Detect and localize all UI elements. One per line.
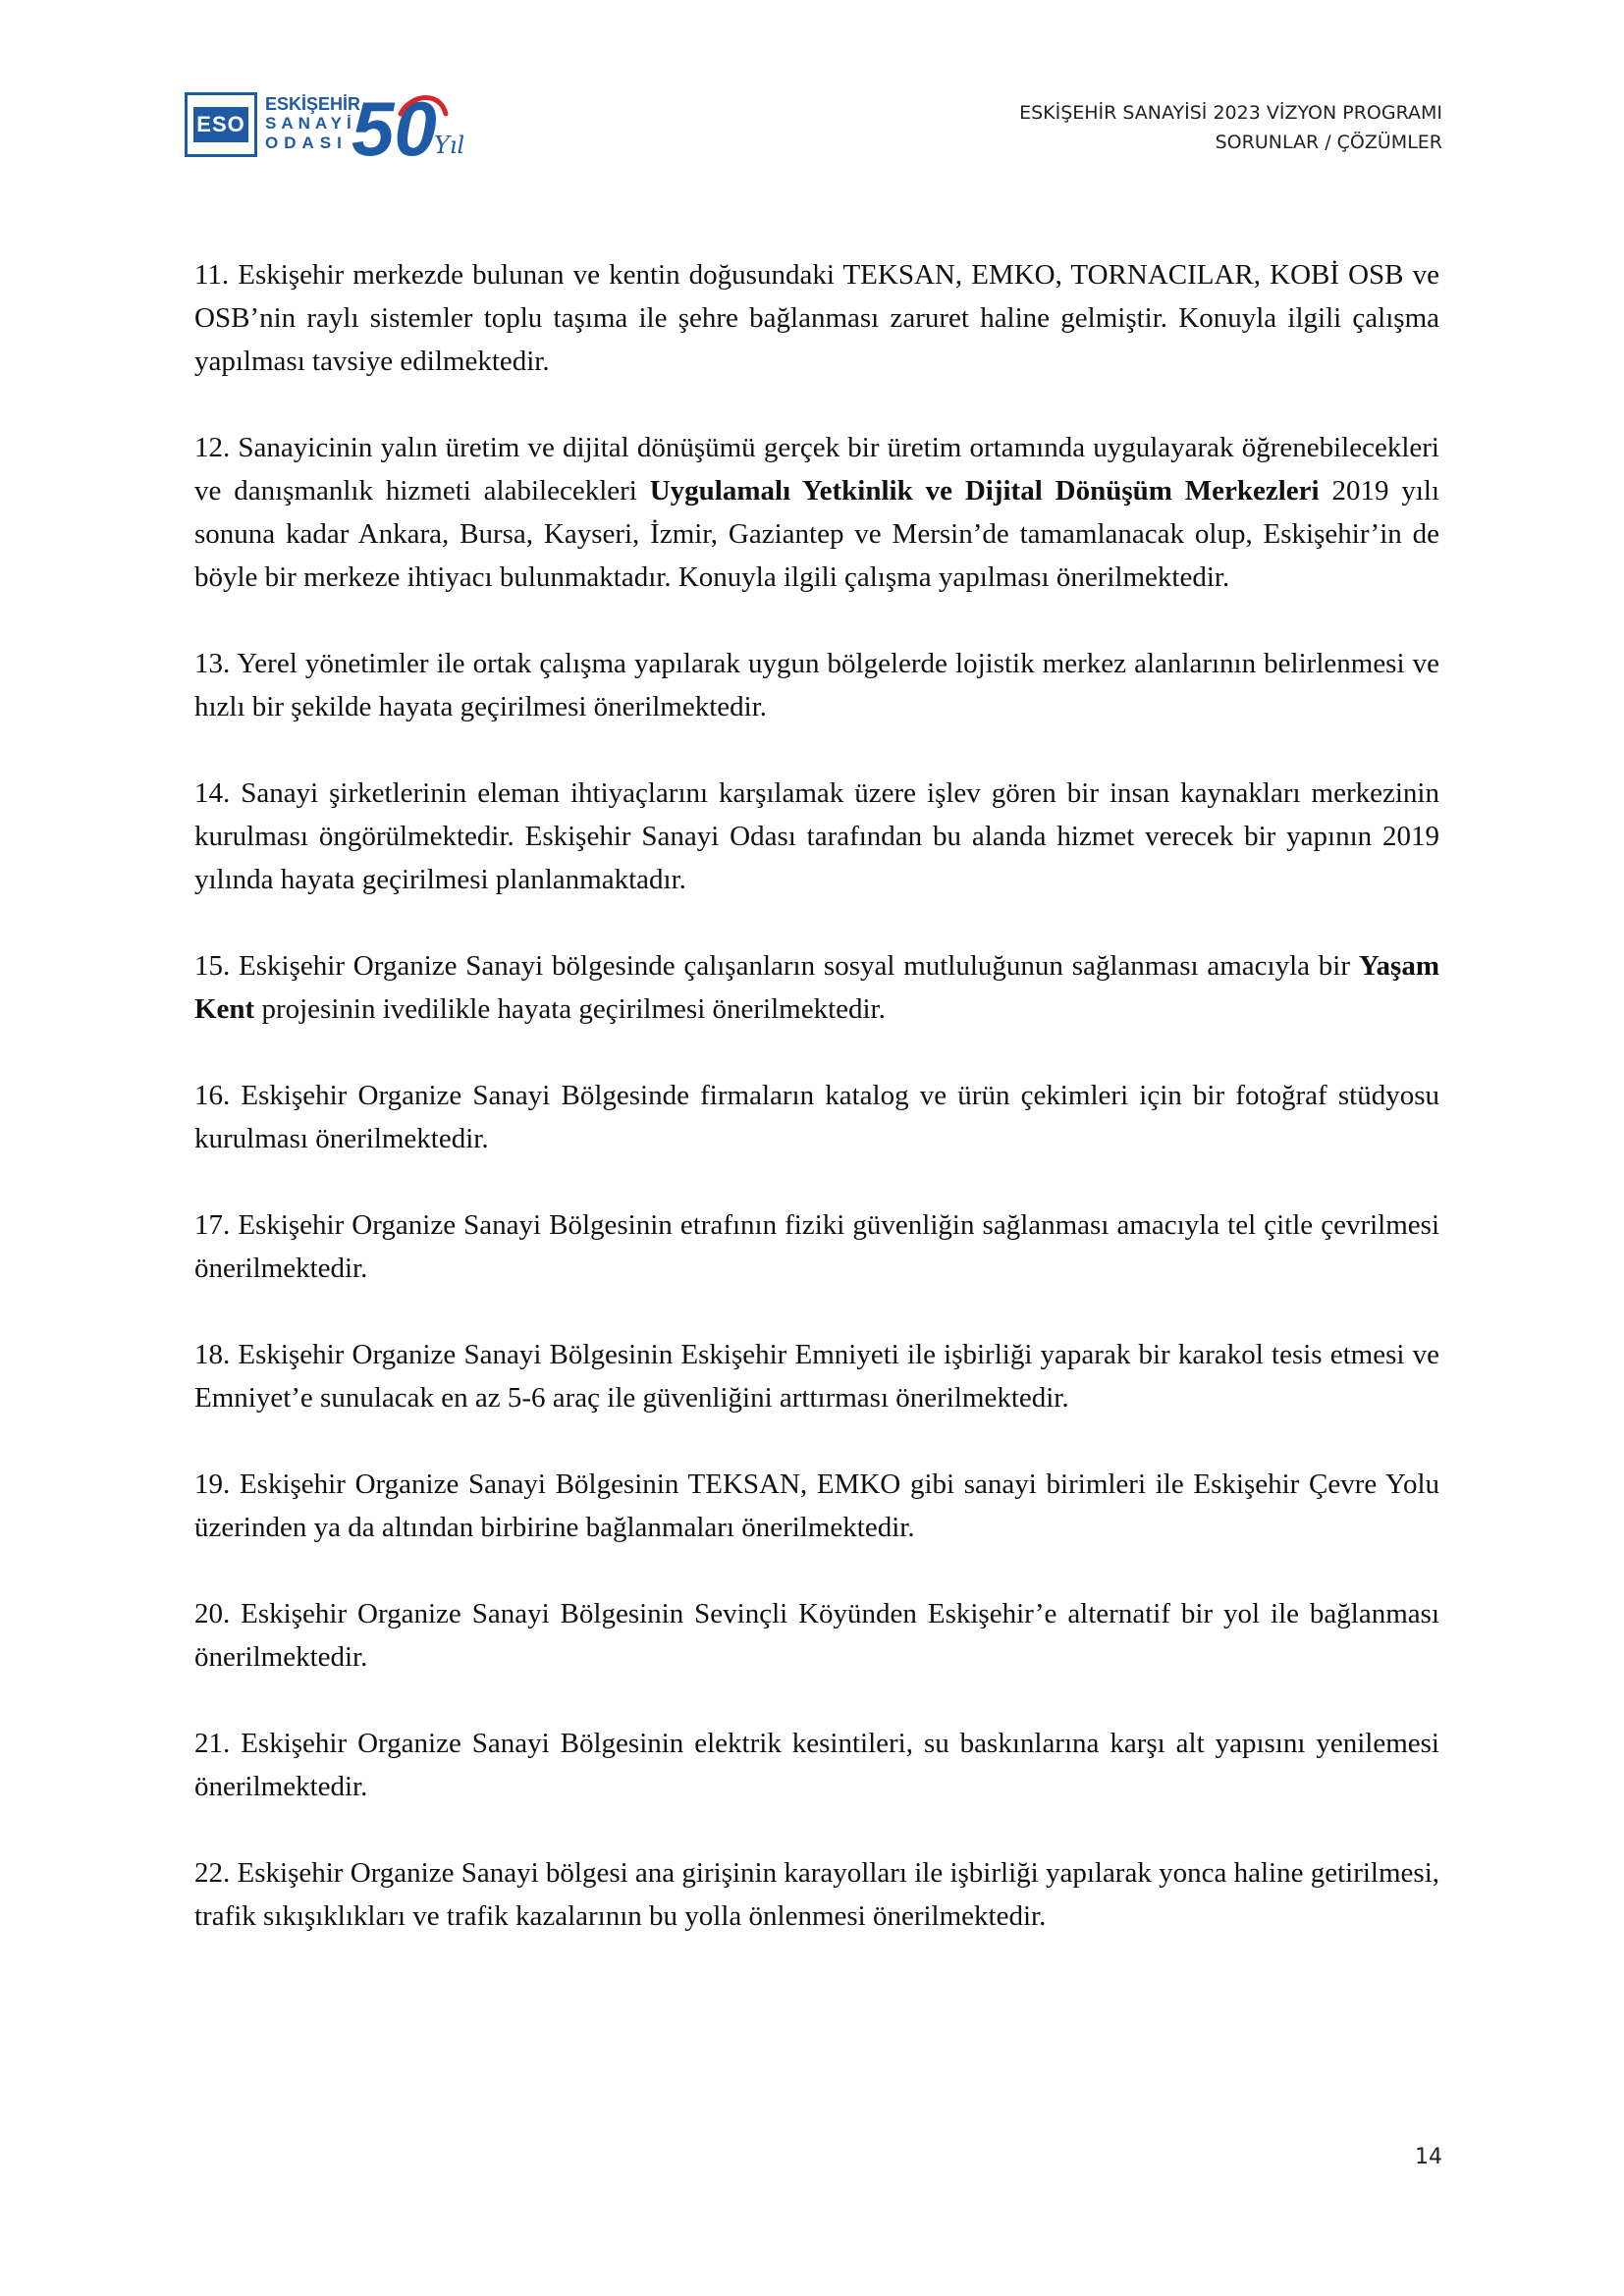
- eso-logo-words: [265, 94, 363, 153]
- paragraph-14: 14. Sanayi şirketlerinin eleman ihtiyaçlarını karşılamak üzere işlev gören bir insan kaynakları merkezinin kurulması öngörülmektedir. Eskişehir Sanayi Odası tarafından bu alanda hizmet verecek bir yapının 2019 yılında hayata geçirilmesi planlanmaktadır.: [194, 777, 1439, 895]
- document-title-line1: ESKİŞEHİR SANAYİSİ 2023 VİZYON PROGRAMI: [1019, 102, 1442, 124]
- paragraph-19: 19. Eskişehir Organize Sanayi Bölgesinin TEKSAN, EMKO gibi sanayi birimleri ile Eskişehir Çevre Yolu üzerinden ya da altından birbirine bağlanmaları önerilmektedir.: [194, 1468, 1439, 1543]
- paragraph-17: 17. Eskişehir Organize Sanayi Bölgesinin etrafının fiziki güvenliğin sağlanması amacıyla tel çitle çevrilmesi önerilmektedir.: [194, 1209, 1439, 1284]
- bold-term-dijital-donusum: Uygulamalı Yetkinlik ve Dijital Dönüşüm Merkezleri: [649, 475, 1320, 507]
- paragraph-16: 16. Eskişehir Organize Sanayi Bölgesinde firmaların katalog ve ürün çekimleri için bir fotoğraf stüdyosu kurulması önerilmektedir.: [194, 1080, 1439, 1154]
- anniversary-50-icon: [350, 84, 467, 167]
- paragraph-21: 21. Eskişehir Organize Sanayi Bölgesinin elektrik kesintileri, su baskınlarına karşı alt yapısını yenilemesi önerilmektedir.: [194, 1728, 1439, 1802]
- eso-logo-line3: ODASI: [265, 133, 348, 152]
- bold-term-yasam-kent: Yaşam Kent: [194, 950, 1439, 1025]
- eso-logo-box: [185, 92, 257, 157]
- paragraph-22: 22. Eskişehir Organize Sanayi bölgesi ana girişinin karayolları ile işbirliği yapılarak yonca haline getirilmesi, trafik sıkışıklıkları ve trafik kazalarının bu yolla önlenmesi önerilmektedir.: [194, 1857, 1439, 1932]
- page-header: [0, 0, 1624, 196]
- paragraph-15: 15. Eskişehir Organize Sanayi bölgesinde çalışanların sosyal mutluluğunun sağlanması amacıyla bir Yaşam Kent projesinin ivedilikle hayata geçirilmesi önerilmektedir.: [194, 950, 1439, 1025]
- paragraph-12: 12. Sanayicinin yalın üretim ve dijital dönüşümü gerçek bir üretim ortamında uygulayarak öğrenebilecekleri ve danışmanlık hizmeti alabilecekleri Uygulamalı Yetkinlik ve Dijital Dönüşüm Merkezleri 2019 yılı sonuna kadar Ankara, Bursa, Kayseri, İzmir, Gaziantep ve Mersin’de tamamlanacak olup, Eskişehir’in de böyle bir merkeze ihtiyacı bulunmaktadır. Konuyla ilgili çalışma yapılması önerilmektedir.: [194, 432, 1440, 593]
- eso-logo-box-text: ESO: [193, 107, 248, 142]
- anniversary-number: 50: [352, 85, 437, 167]
- eso-logo-line1: ESKİŞEHİR: [265, 94, 361, 114]
- anniversary-word: Yıl: [434, 132, 465, 159]
- document-title: [1019, 98, 1442, 157]
- paragraph-18: 18. Eskişehir Organize Sanayi Bölgesinin Eskişehir Emniyeti ile işbirliği yaparak bir karakol tesis etmesi ve Emniyet’e sunulacak en az 5-6 araç ile güvenliğini arttırması önerilmektedir.: [194, 1339, 1439, 1414]
- document-title-line2: SORUNLAR / ÇÖZÜMLER: [1215, 132, 1442, 153]
- page-number: 14: [1415, 2145, 1442, 2169]
- eso-logo: [185, 84, 469, 167]
- paragraph-13: 13. Yerel yönetimler ile ortak çalışma yapılarak uygun bölgelerde lojistik merkez alanlarının belirlenmesi ve hızlı bir şekilde hayata geçirilmesi önerilmektedir.: [194, 648, 1439, 722]
- document-body: [194, 253, 1439, 1981]
- eso-logo-line2: SANAYİ: [265, 114, 356, 133]
- paragraph-11: 11. Eskişehir merkezde bulunan ve kentin doğusundaki TEKSAN, EMKO, TORNACILAR, KOBİ OSB ve OSB’nin raylı sistemler toplu taşıma ile şehre bağlanması zaruret haline gelmiştir. Konuyla ilgili çalışma yapılması tavsiye edilmektedir.: [194, 259, 1439, 377]
- paragraph-20: 20. Eskişehir Organize Sanayi Bölgesinin Sevinçli Köyünden Eskişehir’e alternatif bir yol ile bağlanması önerilmektedir.: [194, 1598, 1439, 1673]
